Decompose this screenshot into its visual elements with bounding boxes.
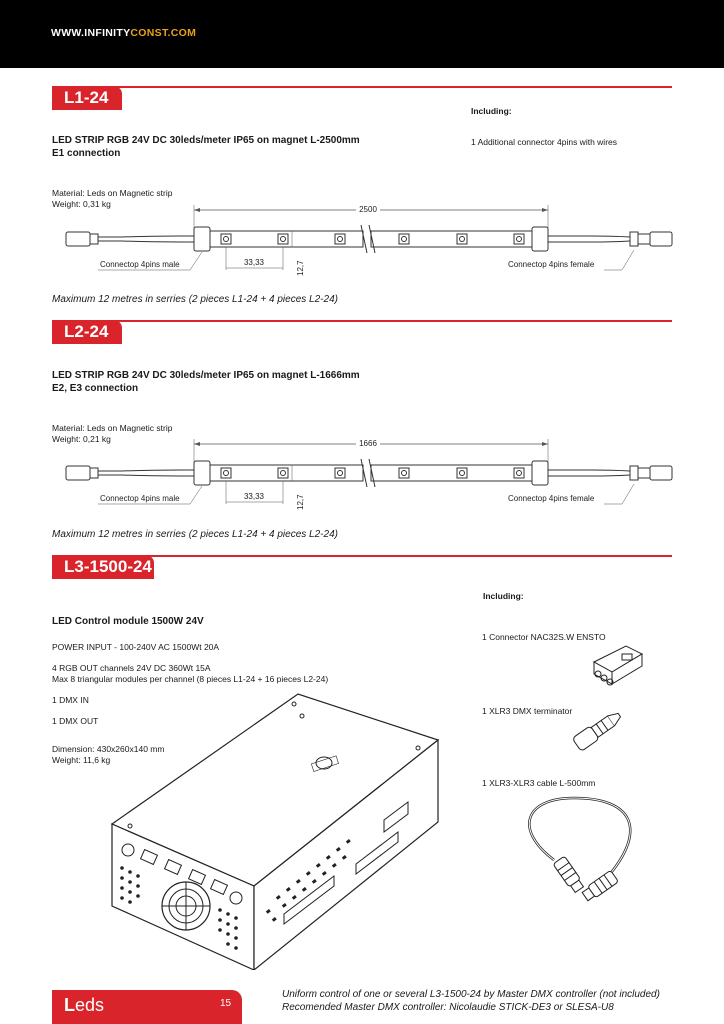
led-chip-icon [457, 468, 467, 478]
male-connector-label: Connectop 4pins male [100, 494, 180, 503]
weight-text: Weight: 0,21 kg [52, 434, 111, 444]
male-connector-label: Connectop 4pins male [100, 260, 180, 269]
section-tab-l3: L3-1500-24 [52, 555, 154, 579]
site-url-prefix: WWW.INFINITY [51, 27, 131, 39]
section-divider [52, 86, 672, 88]
led-chip-icon [399, 468, 409, 478]
product-subtitle: E2, E3 connection [52, 383, 139, 394]
site-url[interactable] [51, 27, 196, 39]
led-strip-diagram-l2 [52, 432, 682, 512]
product-title: LED Control module 1500W 24V [52, 616, 204, 627]
led-chip-icon [514, 468, 524, 478]
power-input-text: POWER INPUT - 100-240V AC 1500Wt 20A [52, 642, 220, 652]
weight-text: Weight: 0,31 kg [52, 199, 111, 209]
material-text: Material: Leds on Magnetic strip [52, 188, 173, 198]
connector-female-icon [630, 466, 638, 480]
length-label: 2500 [359, 205, 377, 214]
led-chip-icon [221, 468, 231, 478]
output-channels-text: 4 RGB OUT channels 24V DC 360Wt 15A [52, 663, 211, 673]
connector-icon [586, 640, 648, 690]
pitch-label: 33,33 [243, 258, 265, 267]
footer-initial: L [64, 995, 75, 1015]
weight-text: Weight: 11,6 kg [52, 755, 111, 765]
pitch-label: 33,33 [243, 492, 265, 501]
including-heading: Including: [471, 106, 512, 116]
footer-section-name [64, 995, 104, 1016]
led-chip-icon [335, 468, 345, 478]
xlr-cable-icon [514, 790, 644, 910]
led-chip-icon [335, 234, 345, 244]
connector-male-icon [66, 232, 90, 246]
series-note: Maximum 12 metres in serries (2 pieces L1-24 + 4 pieces L2-24) [52, 294, 338, 305]
product-subtitle: E1 connection [52, 148, 121, 159]
led-chip-icon [278, 468, 288, 478]
height-label: 12,7 [296, 260, 305, 276]
product-title: LED STRIP RGB 24V DC 30leds/meter IP65 on magnet L-2500mm [52, 135, 360, 146]
material-text: Material: Leds on Magnetic strip [52, 423, 173, 433]
led-chip-icon [514, 234, 524, 244]
footer-note-line: Uniform control of one or several L3-1500-24 by Master DMX controller (not included) [282, 989, 660, 1000]
connector-male-icon [66, 466, 90, 480]
led-chip-icon [399, 234, 409, 244]
footer-note-line: Recomended Master DMX controller: Nicolaudie STICK-DE3 or SLESA-U8 [282, 1001, 614, 1013]
max-modules-text: Max 8 triangular modules per channel (8 pieces L1-24 + 16 pieces L2-24) [52, 674, 329, 684]
height-label: 12,7 [296, 494, 305, 510]
footer-note [282, 989, 660, 1014]
footer-word-rest: eds [75, 995, 105, 1015]
led-strip-diagram-l1 [52, 198, 682, 278]
xlr-terminator-icon [568, 706, 628, 754]
included-connector-text: 1 Connector NAC32S.W ENSTO [482, 632, 606, 642]
site-url-accent: CONST.COM [130, 27, 197, 39]
section-tab-l2: L2-24 [52, 320, 122, 344]
led-chip-icon [278, 234, 288, 244]
including-heading: Including: [483, 591, 524, 601]
female-connector-label: Connectop 4pins female [508, 260, 595, 269]
section-tab-l1: L1-24 [52, 86, 122, 110]
page-number: 15 [220, 998, 232, 1009]
led-chip-icon [457, 234, 467, 244]
including-item: 1 Additional connector 4pins with wires [471, 137, 617, 147]
series-note: Maximum 12 metres in serries (2 pieces L1-24 + 4 pieces L2-24) [52, 529, 338, 540]
product-title: LED STRIP RGB 24V DC 30leds/meter IP65 on magnet L-1666mm [52, 370, 360, 381]
length-label: 1666 [359, 439, 377, 448]
dmx-in-text: 1 DMX IN [52, 695, 89, 705]
connector-female-icon [630, 232, 638, 246]
included-terminator-text: 1 XLR3 DMX terminator [482, 706, 573, 716]
led-chip-icon [221, 234, 231, 244]
included-cable-text: 1 XLR3-XLR3 cable L-500mm [482, 778, 596, 788]
female-connector-label: Connectop 4pins female [508, 494, 595, 503]
dimension-text: Dimension: 430x260x140 mm [52, 744, 165, 754]
section-divider [52, 320, 672, 322]
control-module-illustration [108, 690, 448, 970]
dmx-out-text: 1 DMX OUT [52, 716, 99, 726]
